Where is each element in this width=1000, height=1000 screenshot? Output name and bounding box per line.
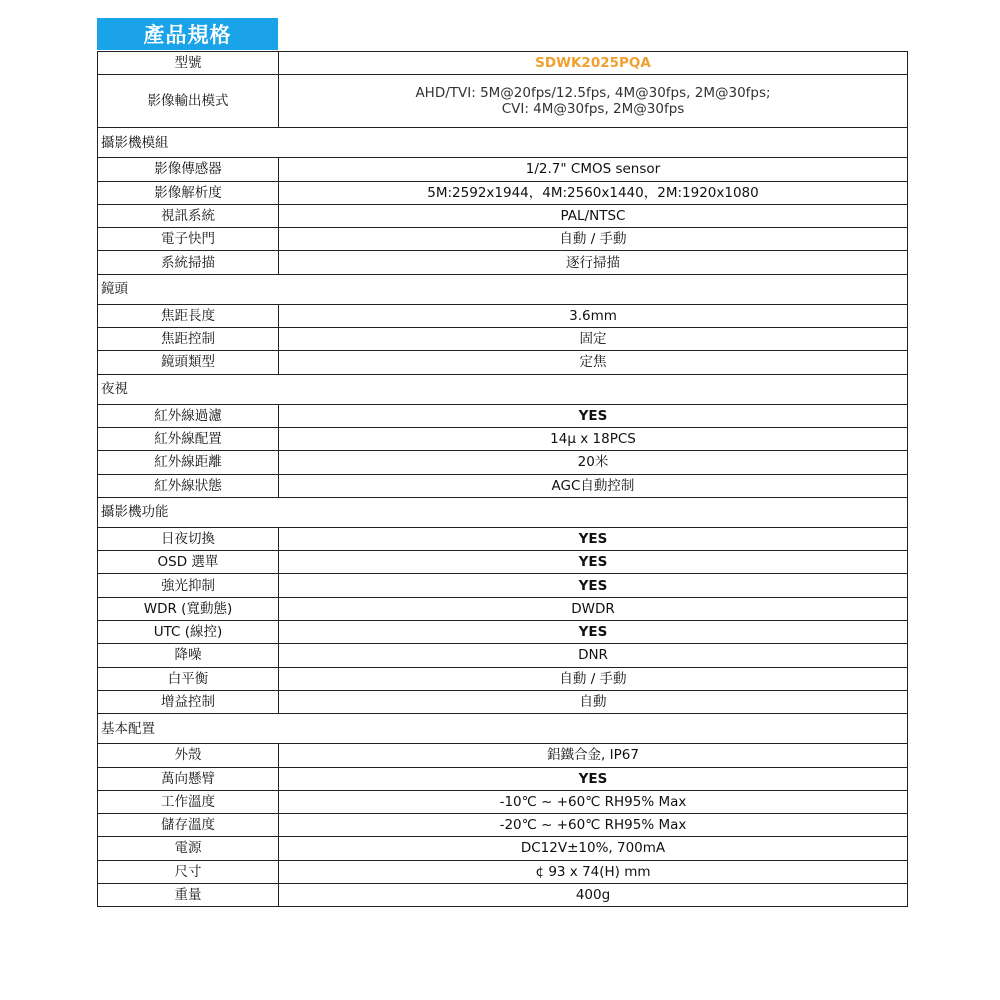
table-row bbox=[98, 790, 908, 813]
row-label: 系統掃描 bbox=[98, 251, 279, 274]
row-value: 20米 bbox=[279, 451, 908, 474]
row-value: DNR bbox=[279, 644, 908, 667]
table-row bbox=[98, 767, 908, 790]
row-label: OSD 選單 bbox=[98, 551, 279, 574]
row-label: WDR (寬動態) bbox=[98, 597, 279, 620]
row-label: 視訊系統 bbox=[98, 204, 279, 227]
row-label: 尺寸 bbox=[98, 860, 279, 883]
row-value: DWDR bbox=[279, 597, 908, 620]
section-header-row bbox=[98, 128, 908, 158]
row-label: UTC (線控) bbox=[98, 621, 279, 644]
table-row bbox=[98, 328, 908, 351]
row-label: 降噪 bbox=[98, 644, 279, 667]
table-row bbox=[98, 158, 908, 181]
table-row bbox=[98, 404, 908, 427]
row-value: YES bbox=[279, 767, 908, 790]
row-label: 焦距控制 bbox=[98, 328, 279, 351]
row-label: 重量 bbox=[98, 884, 279, 907]
table-row bbox=[98, 621, 908, 644]
page-title: 產品規格 bbox=[97, 18, 278, 50]
row-value: YES bbox=[279, 574, 908, 597]
row-value: 3.6mm bbox=[279, 304, 908, 327]
table-row bbox=[98, 837, 908, 860]
section-title: 基本配置 bbox=[98, 714, 908, 744]
row-label: 紅外線過濾 bbox=[98, 404, 279, 427]
row-value: -10℃ ~ +60℃ RH95% Max bbox=[279, 790, 908, 813]
section-header-row bbox=[98, 374, 908, 404]
row-label: 強光抑制 bbox=[98, 574, 279, 597]
table-row bbox=[98, 304, 908, 327]
row-label: 影像傳感器 bbox=[98, 158, 279, 181]
table-row bbox=[98, 814, 908, 837]
row-label: 紅外線狀態 bbox=[98, 474, 279, 497]
table-row bbox=[98, 427, 908, 450]
section-header-row bbox=[98, 497, 908, 527]
row-value: 逐行掃描 bbox=[279, 251, 908, 274]
row-label: 紅外線配置 bbox=[98, 427, 279, 450]
model-value: SDWK2025PQA bbox=[279, 52, 908, 75]
table-row bbox=[98, 551, 908, 574]
row-value: 定焦 bbox=[279, 351, 908, 374]
table-row bbox=[98, 860, 908, 883]
row-value: 固定 bbox=[279, 328, 908, 351]
table-row bbox=[98, 251, 908, 274]
section-title: 攝影機模組 bbox=[98, 128, 908, 158]
row-value: 自動 / 手動 bbox=[279, 228, 908, 251]
section-title: 鏡頭 bbox=[98, 274, 908, 304]
row-label: 影像輸出模式 bbox=[98, 75, 279, 128]
table-row bbox=[98, 204, 908, 227]
row-label: 增益控制 bbox=[98, 690, 279, 713]
row-label: 電源 bbox=[98, 837, 279, 860]
row-value: 鋁鐵合金, IP67 bbox=[279, 744, 908, 767]
row-value bbox=[279, 75, 908, 128]
table-row bbox=[98, 744, 908, 767]
row-label: 紅外線距離 bbox=[98, 451, 279, 474]
row-label: 白平衡 bbox=[98, 667, 279, 690]
row-label: 鏡頭類型 bbox=[98, 351, 279, 374]
section-header-row bbox=[98, 274, 908, 304]
table-row bbox=[98, 644, 908, 667]
row-value: YES bbox=[279, 404, 908, 427]
table-row bbox=[98, 228, 908, 251]
row-value: YES bbox=[279, 551, 908, 574]
row-value: 5M:2592x1944，4M:2560x1440，2M:1920x1080 bbox=[279, 181, 908, 204]
row-label: 工作溫度 bbox=[98, 790, 279, 813]
row-label: 萬向懸臂 bbox=[98, 767, 279, 790]
row-value: -20℃ ~ +60℃ RH95% Max bbox=[279, 814, 908, 837]
table-row bbox=[98, 474, 908, 497]
row-value: YES bbox=[279, 621, 908, 644]
table-row bbox=[98, 597, 908, 620]
table-row-video-output bbox=[98, 75, 908, 128]
table-row bbox=[98, 351, 908, 374]
row-label: 影像解析度 bbox=[98, 181, 279, 204]
row-label: 焦距長度 bbox=[98, 304, 279, 327]
section-title: 夜視 bbox=[98, 374, 908, 404]
table-row bbox=[98, 181, 908, 204]
table-row bbox=[98, 527, 908, 550]
video-output-line-1: AHD/TVI: 5M@20fps/12.5fps, 4M@30fps, 2M@30fps; bbox=[415, 85, 771, 102]
row-value: AGC自動控制 bbox=[279, 474, 908, 497]
table-row bbox=[98, 884, 908, 907]
table-row-model bbox=[98, 52, 908, 75]
row-label: 儲存溫度 bbox=[98, 814, 279, 837]
row-value: 1/2.7" CMOS sensor bbox=[279, 158, 908, 181]
row-label: 電子快門 bbox=[98, 228, 279, 251]
row-value: PAL/NTSC bbox=[279, 204, 908, 227]
row-value: YES bbox=[279, 527, 908, 550]
row-value: 自動 / 手動 bbox=[279, 667, 908, 690]
spec-table bbox=[97, 51, 908, 907]
row-label: 日夜切換 bbox=[98, 527, 279, 550]
section-title: 攝影機功能 bbox=[98, 497, 908, 527]
table-row bbox=[98, 690, 908, 713]
row-value: DC12V±10%, 700mA bbox=[279, 837, 908, 860]
row-value: ¢ 93 x 74(H) mm bbox=[279, 860, 908, 883]
table-row bbox=[98, 574, 908, 597]
video-output-line-2: CVI: 4M@30fps, 2M@30fps bbox=[501, 101, 685, 118]
row-value: 自動 bbox=[279, 690, 908, 713]
row-label: 外殼 bbox=[98, 744, 279, 767]
section-header-row bbox=[98, 714, 908, 744]
row-value: 400g bbox=[279, 884, 908, 907]
table-row bbox=[98, 451, 908, 474]
row-value: 14μ x 18PCS bbox=[279, 427, 908, 450]
table-row bbox=[98, 667, 908, 690]
row-label: 型號 bbox=[98, 52, 279, 75]
